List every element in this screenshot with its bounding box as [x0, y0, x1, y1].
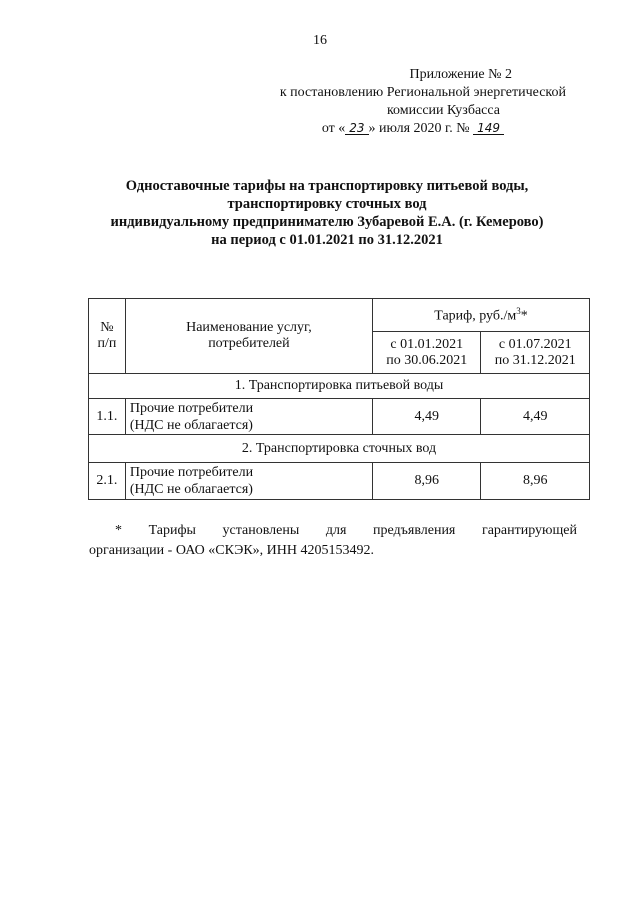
handwritten-day: 23 [345, 122, 368, 135]
title-line-1: Одноставочные тарифы на транспортировку питьевой воды, [125, 178, 529, 194]
footnote-word: для [325, 523, 347, 538]
table-row [89, 399, 590, 435]
header-tariff-sup: 3 [516, 305, 521, 316]
appendix-commission-line: комиссии Кузбасса [386, 103, 500, 118]
appendix-decree-line: к постановлению Региональной энергетической [279, 85, 566, 100]
row-number-2: 2.1. [89, 463, 126, 500]
footnote-line-2: организации - ОАО «СКЭК», ИНН 4205153492. [89, 543, 375, 558]
header-number-line2: п/п [97, 336, 117, 351]
row-name-2-line1: Прочие потребители [129, 465, 254, 480]
row-number-1: 1.1. [89, 399, 126, 435]
row-value-1-period1: 4,49 [373, 399, 481, 435]
header-name-line1: Наименование услуг, [186, 320, 312, 335]
header-tariff-label: Тариф, руб./м [434, 308, 517, 324]
footnote [89, 521, 577, 561]
row-value-2-period1: 8,96 [373, 463, 481, 500]
header-period1-line1: с 01.01.2021 [390, 336, 464, 352]
section-title-2: 2. Транспортировка сточных вод [89, 435, 590, 463]
footnote-word: установлены [222, 523, 300, 538]
header-period1-cell [373, 332, 481, 374]
section-row [89, 374, 590, 399]
title-line-2: транспортировку сточных вод [227, 196, 427, 212]
row-value-1-period2: 4,49 [481, 399, 590, 435]
header-period2-cell [481, 332, 590, 374]
tariff-table [88, 298, 590, 500]
row-value-2-period2: 8,96 [481, 463, 590, 500]
appendix-date-line [322, 121, 504, 137]
header-number-line1: № [100, 320, 114, 335]
footnote-word: гарантирующей [481, 523, 577, 538]
table-header-row [89, 299, 590, 332]
header-name-line2: потребителей [208, 336, 290, 351]
header-tariff-asterisk: * [520, 308, 528, 324]
footnote-word: Тарифы [148, 523, 196, 538]
row-name-2 [125, 463, 372, 500]
handwritten-number: 149 [473, 122, 504, 135]
header-number-cell [89, 299, 126, 374]
section-row [89, 435, 590, 463]
row-name-1 [125, 399, 372, 435]
header-period1-line2: по 30.06.2021 [386, 352, 468, 368]
footnote-word: предъявления [373, 523, 456, 538]
date-prefix: от « [321, 121, 346, 136]
footnote-word: * [115, 523, 122, 538]
page-number: 16 [313, 33, 327, 48]
header-tariff-cell [373, 299, 590, 332]
title-line-3: индивидуальному предпринимателю Зубаревой Е.А. (г. Кемерово) [110, 214, 544, 230]
header-name-cell [125, 299, 372, 374]
footnote-line-1 [89, 521, 577, 541]
row-name-1-line2: (НДС не облагается) [129, 417, 253, 433]
title-line-4: на период с 01.01.2021 по 31.12.2021 [211, 232, 443, 248]
date-middle: » июля 2020 г. № [368, 121, 470, 136]
table-row [89, 463, 590, 500]
row-name-1-line1: Прочие потребители [129, 400, 254, 416]
row-name-2-line2: (НДС не облагается) [129, 482, 253, 497]
header-period2-line1: с 01.07.2021 [498, 336, 572, 352]
appendix-title: Приложение № 2 [409, 67, 512, 82]
header-period2-line2: по 31.12.2021 [494, 352, 576, 368]
section-title-1: 1. Транспортировка питьевой воды [89, 374, 590, 399]
